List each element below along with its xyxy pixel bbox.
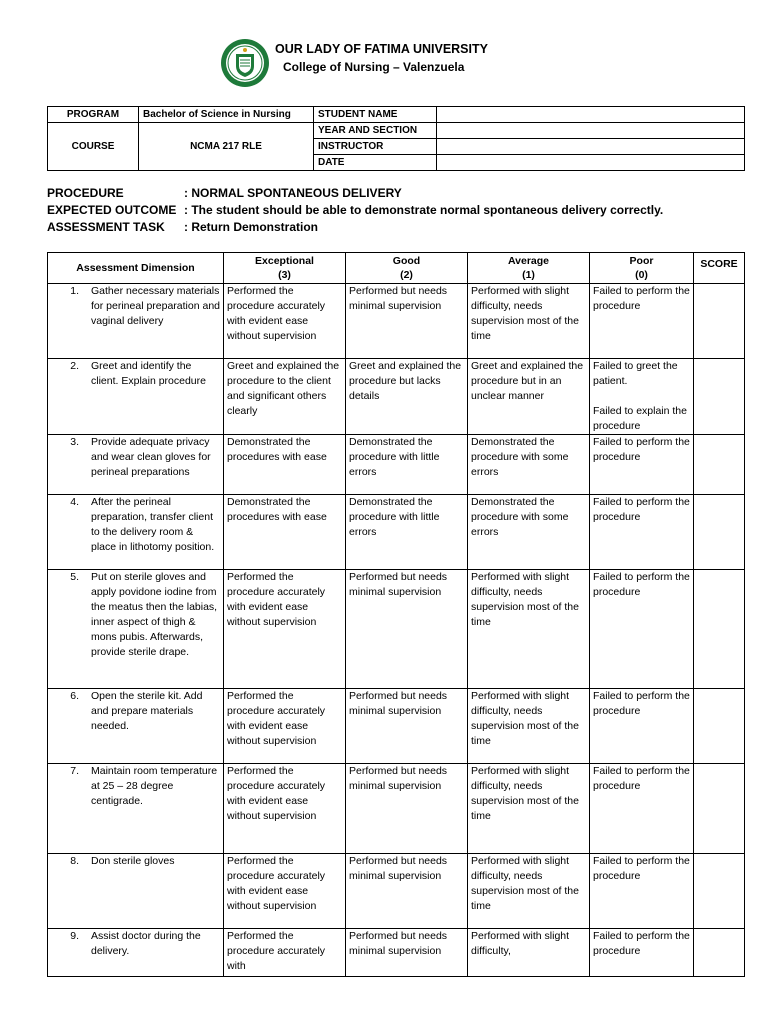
dimension-cell [48, 435, 224, 495]
exceptional-criteria: Performed the procedure accurately with evident ease without supervision [224, 854, 346, 929]
college-name: College of Nursing – Valenzuela [283, 60, 465, 74]
rubric-row [48, 689, 745, 764]
course-label: COURSE [48, 123, 139, 171]
university-name: OUR LADY OF FATIMA UNIVERSITY [275, 42, 488, 56]
exceptional-criteria: Demonstrated the procedures with ease [224, 435, 346, 495]
dimension-text: Maintain room temperature at 25 – 28 degree centigrade. [91, 765, 218, 807]
exceptional-criteria: Performed the procedure accurately with evident ease without supervision [224, 764, 346, 854]
student-name-label: STUDENT NAME [314, 107, 437, 123]
program-label: PROGRAM [48, 107, 139, 123]
student-name-field[interactable] [437, 107, 745, 123]
date-label: DATE [314, 155, 437, 171]
average-criteria: Demonstrated the procedure with some errors [468, 495, 590, 570]
rubric-row [48, 764, 745, 854]
outcome-value: : The student should be able to demonstrate normal spontaneous delivery correctly. [184, 203, 664, 217]
dimension-number: 7. [70, 765, 79, 777]
poor-criteria: Failed to perform the procedure [590, 929, 694, 977]
score-cell[interactable] [694, 689, 745, 764]
average-criteria: Performed with slight difficulty, [468, 929, 590, 977]
good-criteria: Demonstrated the procedure with little errors [346, 435, 468, 495]
rubric-row [48, 359, 745, 435]
score-cell[interactable] [694, 359, 745, 435]
exceptional-criteria: Performed the procedure accurately with evident ease without supervision [224, 689, 346, 764]
course-value: NCMA 217 RLE [139, 123, 314, 171]
score-cell[interactable] [694, 284, 745, 359]
poor-criteria: Failed to perform the procedure [590, 854, 694, 929]
dimension-cell [48, 689, 224, 764]
good-criteria: Performed but needs minimal supervision [346, 929, 468, 977]
exceptional-criteria: Performed the procedure accurately with evident ease without supervision [224, 284, 346, 359]
rubric-row [48, 854, 745, 929]
poor-criteria: Failed to perform the procedure [590, 570, 694, 689]
dimension-number: 3. [70, 436, 79, 448]
instructor-field[interactable] [437, 139, 745, 155]
dimension-text: Assist doctor during the delivery. [91, 930, 201, 957]
score-header: SCORE [694, 253, 745, 284]
exceptional-criteria: Demonstrated the procedures with ease [224, 495, 346, 570]
average-criteria: Demonstrated the procedure with some errors [468, 435, 590, 495]
dimension-text: Open the sterile kit. Add and prepare materials needed. [91, 690, 203, 732]
dimension-cell [48, 495, 224, 570]
outcome-label: EXPECTED OUTCOME [47, 203, 177, 217]
rubric-row [48, 435, 745, 495]
instructor-label: INSTRUCTOR [314, 139, 437, 155]
outcome-line [47, 202, 747, 219]
university-seal-icon [220, 38, 270, 88]
average-criteria: Greet and explained the procedure but in an unclear manner [468, 359, 590, 435]
year-section-label: YEAR AND SECTION [314, 123, 437, 139]
poor-criteria: Failed to perform the procedure [590, 284, 694, 359]
dimension-cell [48, 764, 224, 854]
dimension-text: Don sterile gloves [91, 855, 175, 867]
good-criteria: Performed but needs minimal supervision [346, 689, 468, 764]
good-criteria: Demonstrated the procedure with little errors [346, 495, 468, 570]
poor-criteria: Failed to perform the procedure [590, 435, 694, 495]
student-info-table [47, 106, 745, 171]
rubric-row [48, 929, 745, 977]
good-criteria: Performed but needs minimal supervision [346, 854, 468, 929]
average-criteria: Performed with slight difficulty, needs supervision most of the time [468, 284, 590, 359]
score-cell[interactable] [694, 764, 745, 854]
exceptional-criteria: Performed the procedure accurately with [224, 929, 346, 977]
average-criteria: Performed with slight difficulty, needs supervision most of the time [468, 689, 590, 764]
good-header: Good (2) [346, 253, 468, 284]
dimension-cell [48, 359, 224, 435]
poor-criteria: Failed to perform the procedure [590, 495, 694, 570]
program-value: Bachelor of Science in Nursing [139, 107, 314, 123]
poor-header: Poor (0) [590, 253, 694, 284]
score-cell[interactable] [694, 929, 745, 977]
dimension-number: 1. [70, 285, 79, 297]
good-criteria: Performed but needs minimal supervision [346, 764, 468, 854]
average-criteria: Performed with slight difficulty, needs supervision most of the time [468, 764, 590, 854]
dimension-text: Provide adequate privacy and wear clean gloves for perineal preparations [91, 436, 211, 478]
dimension-text: Gather necessary materials for perineal preparation and vaginal delivery [91, 285, 221, 327]
good-criteria: Performed but needs minimal supervision [346, 284, 468, 359]
dimension-number: 2. [70, 360, 79, 372]
task-value: : Return Demonstration [184, 220, 319, 234]
poor-criteria: Failed to greet the patient. Failed to explain the procedure [590, 359, 694, 435]
average-header: Average (1) [468, 253, 590, 284]
exceptional-criteria: Performed the procedure accurately with evident ease without supervision [224, 570, 346, 689]
poor-criteria: Failed to perform the procedure [590, 764, 694, 854]
dimension-number: 8. [70, 855, 79, 867]
dimension-header: Assessment Dimension [48, 253, 224, 284]
dimension-cell [48, 854, 224, 929]
task-line [47, 219, 747, 236]
procedure-section [47, 185, 747, 236]
rubric-table [47, 252, 745, 977]
dimension-cell [48, 929, 224, 977]
dimension-number: 4. [70, 496, 79, 508]
exceptional-header: Exceptional (3) [224, 253, 346, 284]
dimension-number: 5. [70, 571, 79, 583]
good-criteria: Performed but needs minimal supervision [346, 570, 468, 689]
score-cell[interactable] [694, 495, 745, 570]
year-section-field[interactable] [437, 123, 745, 139]
dimension-number: 9. [70, 930, 79, 942]
rubric-row [48, 284, 745, 359]
good-criteria: Greet and explained the procedure but lacks details [346, 359, 468, 435]
poor-criteria: Failed to perform the procedure [590, 689, 694, 764]
date-field[interactable] [437, 155, 745, 171]
procedure-line [47, 185, 747, 202]
score-cell[interactable] [694, 435, 745, 495]
dimension-text: Greet and identify the client. Explain procedure [91, 360, 206, 387]
procedure-value: : NORMAL SPONTANEOUS DELIVERY [184, 186, 402, 200]
dimension-cell [48, 570, 224, 689]
score-cell[interactable] [694, 570, 745, 689]
task-label: ASSESSMENT TASK [47, 220, 165, 234]
dimension-text: Put on sterile gloves and apply povidone iodine from the meatus then the labias, inner aspect of thigh & mons pubis. Afterwards, provide sterile drape. [91, 571, 218, 658]
rubric-row [48, 495, 745, 570]
score-cell[interactable] [694, 854, 745, 929]
average-criteria: Performed with slight difficulty, needs supervision most of the time [468, 570, 590, 689]
dimension-number: 6. [70, 690, 79, 702]
rubric-row [48, 570, 745, 689]
average-criteria: Performed with slight difficulty, needs supervision most of the time [468, 854, 590, 929]
dimension-cell [48, 284, 224, 359]
procedure-label: PROCEDURE [47, 186, 124, 200]
dimension-text: After the perineal preparation, transfer client to the delivery room & place in lithotomy position. [91, 496, 215, 553]
document-header [220, 38, 640, 88]
exceptional-criteria: Greet and explained the procedure to the client and significant others clearly [224, 359, 346, 435]
